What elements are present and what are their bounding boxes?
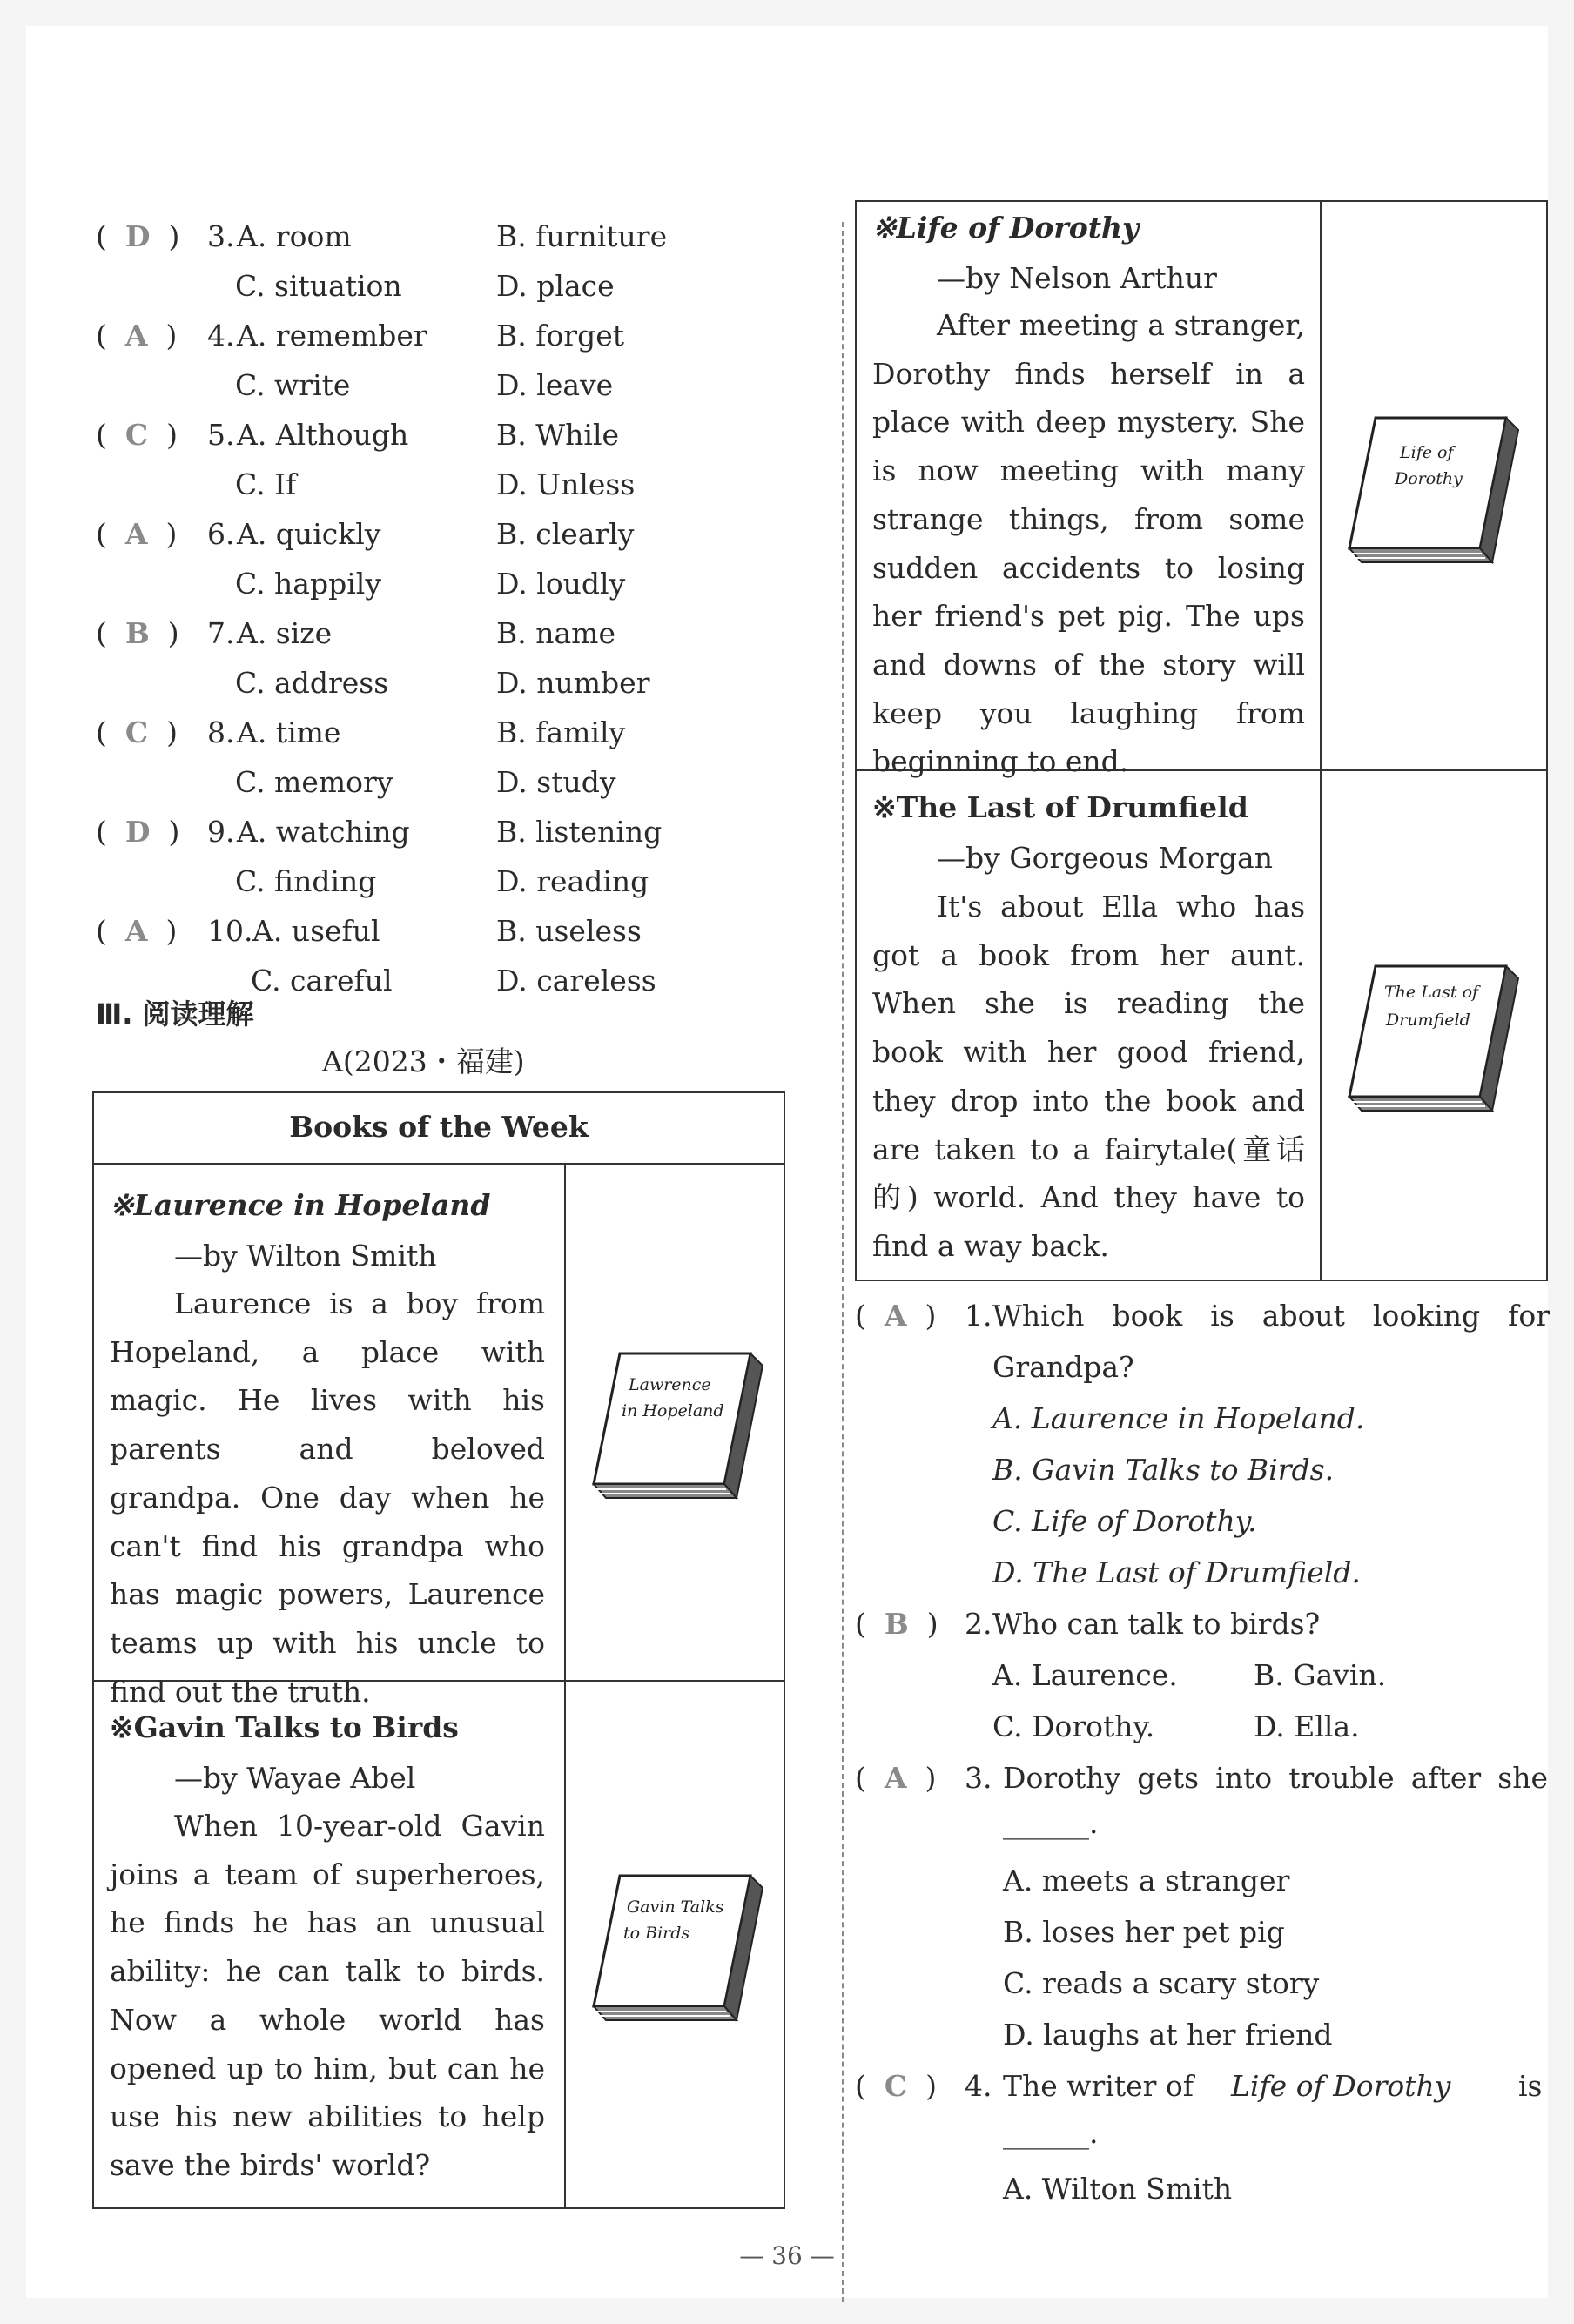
option-q1-d: D. The Last of Drumfield. <box>992 1555 1361 1589</box>
book-cover-dorothy-icon <box>1332 400 1532 601</box>
book-text-laurence: Laurence is a boy from Hopeland, a place with magic. He lives with his parents and beloved grandpa. One day when he can't find his grandpa who has magic powers, Laurence teams up with his uncle to find out the truth. <box>110 1286 545 1709</box>
cloze-number: 5. <box>207 418 235 452</box>
book-author-laurence: —by Wilton Smith <box>174 1239 437 1273</box>
section-title: Ⅲ. 阅读理解 <box>96 997 254 1031</box>
option-q1-a: A. Laurence in Hopeland. <box>992 1401 1365 1435</box>
cloze-option-c: C. situation <box>235 269 402 303</box>
cloze-answer: ( C ) <box>96 715 178 749</box>
book-title-dorothy: ※Life of Dorothy <box>872 211 1140 245</box>
book-cover-gavin-icon <box>576 1858 777 2059</box>
cloze-number: 7. <box>207 616 235 650</box>
question-blank-q3: ______. <box>1003 1806 1099 1840</box>
question-stem-q4-b: is <box>1518 2069 1543 2103</box>
cloze-option-d: D. Unless <box>496 467 636 501</box>
cloze-option-b: B. listening <box>496 815 663 849</box>
cover-text-1: The Last of <box>1384 983 1479 1002</box>
option-q1-c: C. Life of Dorothy. <box>992 1504 1257 1538</box>
cloze-option-d: D. number <box>496 666 650 700</box>
cloze-option-d: D. loudly <box>496 567 626 601</box>
cloze-option-c: C. happily <box>235 567 381 601</box>
answer-q1: ( A ) <box>855 1299 937 1333</box>
book-title-gavin: ※Gavin Talks to Birds <box>110 1710 459 1744</box>
cloze-answer: ( D ) <box>96 219 180 253</box>
question-number-q2: 2. <box>965 1607 992 1641</box>
book-text-dorothy: After meeting a stranger, Dorothy finds herself in a place with deep mystery. She is now meeting with many strange things, from some sudden accidents to losing her friend's pet pig. The ups and downs of the story will keep you laughing from beginning to end. <box>872 308 1305 779</box>
cloze-option-a: A. size <box>237 616 333 650</box>
cover-text-2: Dorothy <box>1395 469 1463 488</box>
question-stem-q3: Dorothy gets into trouble after she <box>1003 1761 1548 1795</box>
option-q3-d: D. laughs at her friend <box>1003 2018 1333 2052</box>
cloze-answer: ( D ) <box>96 815 180 849</box>
cloze-option-b: B. furniture <box>496 219 668 253</box>
question-number-q4: 4. <box>965 2069 992 2103</box>
page-number: — 36 — <box>739 2241 835 2270</box>
answer-q3: ( A ) <box>855 1761 937 1795</box>
question-stem-q1-cont: Grandpa? <box>992 1350 1134 1384</box>
book-author-dorothy: —by Nelson Arthur <box>937 261 1217 295</box>
cloze-option-a: A. watching <box>237 815 410 849</box>
cloze-option-b: B. useless <box>496 914 642 948</box>
cloze-option-b: B. clearly <box>496 517 635 551</box>
cloze-number: 3. <box>207 219 235 253</box>
option-q2-d: D. Ella. <box>1254 1709 1360 1743</box>
cloze-number: 8. <box>207 715 235 749</box>
book-title-drumfield: ※The Last of Drumfield <box>872 790 1248 824</box>
question-blank-q4: ______. <box>1003 2116 1099 2150</box>
option-q3-a: A. meets a stranger <box>1003 1864 1290 1897</box>
cloze-option-b: B. While <box>496 418 620 452</box>
column-separator <box>842 222 844 2302</box>
answer-q2: ( B ) <box>855 1607 938 1641</box>
book-cover-drumfield-icon <box>1332 949 1532 1149</box>
cloze-option-c: C. If <box>235 467 297 501</box>
book-cover-laurence-icon <box>576 1336 777 1536</box>
cloze-answer: ( A ) <box>96 914 178 948</box>
option-q3-b: B. loses her pet pig <box>1003 1915 1285 1949</box>
answer-q4: ( C ) <box>855 2069 937 2103</box>
cloze-answer: ( A ) <box>96 319 178 353</box>
cover-text-2: Drumfield <box>1386 1011 1470 1030</box>
question-stem-q2: Who can talk to birds? <box>992 1607 1321 1641</box>
cover-text-2: to Birds <box>623 1924 690 1943</box>
cloze-number: 4. <box>207 319 235 353</box>
cloze-option-d: D. place <box>496 269 615 303</box>
cloze-option-b: B. forget <box>496 319 625 353</box>
cloze-option-a: A. room <box>237 219 352 253</box>
book-text-gavin: When 10-year-old Gavin joins a team of superheroes, he finds he has an unusual ability: he can talk to birds. Now a whole world has opened up to him, but can he use his new abilities to help save the birds' world? <box>110 1809 545 2182</box>
cloze-option-c: C. write <box>235 368 351 402</box>
cover-text-2: in Hopeland <box>622 1401 724 1421</box>
cloze-option-c: C. address <box>235 666 389 700</box>
option-q4-a: A. Wilton Smith <box>1003 2172 1233 2206</box>
cloze-option-c: C. careful <box>251 964 393 997</box>
cover-text-1: Gavin Talks <box>627 1897 724 1917</box>
option-q2-b: B. Gavin. <box>1254 1658 1387 1692</box>
cloze-answer: ( B ) <box>96 616 179 650</box>
cloze-option-a: A. Although <box>237 418 409 452</box>
cloze-option-a: A. remember <box>237 319 427 353</box>
cover-text-1: Life of <box>1400 443 1454 462</box>
cover-text-1: Lawrence <box>629 1375 711 1394</box>
option-q3-c: C. reads a scary story <box>1003 1966 1320 2000</box>
cloze-answer: ( A ) <box>96 517 178 551</box>
book-text-drumfield: It's about Ella who has got a book from her aunt. When she is reading the book with her good friend, they drop into the book and are taken to a fairytale(童话的) world. And they have to find a way back. <box>872 890 1305 1263</box>
option-q2-a: A. Laurence. <box>992 1658 1178 1692</box>
cloze-option-a: A. quickly <box>237 517 381 551</box>
cloze-option-b: B. family <box>496 715 626 749</box>
option-q1-b: B. Gavin Talks to Birds. <box>992 1453 1335 1487</box>
book-title-laurence: ※Laurence in Hopeland <box>110 1188 491 1222</box>
question-number-q3: 3. <box>965 1761 992 1795</box>
cloze-option-d: D. reading <box>496 864 649 898</box>
cloze-option-d: D. leave <box>496 368 614 402</box>
table-title: Books of the Week <box>289 1110 589 1144</box>
cloze-number: 9. <box>207 815 235 849</box>
cloze-answer: ( C ) <box>96 418 178 452</box>
cloze-option-d: D. study <box>496 765 616 799</box>
book-author-drumfield: —by Gorgeous Morgan <box>937 841 1273 875</box>
cloze-number: 10. <box>207 914 253 948</box>
question-number-q1: 1. <box>965 1299 992 1333</box>
cloze-number: 6. <box>207 517 235 551</box>
page <box>26 26 1548 2298</box>
cloze-option-b: B. name <box>496 616 615 650</box>
passage-label: A(2023・福建) <box>322 1044 525 1078</box>
book-author-gavin: —by Wayae Abel <box>174 1761 416 1795</box>
cloze-option-a: A. time <box>237 715 341 749</box>
question-stem-q1: Which book is about looking for <box>992 1299 1550 1333</box>
cloze-option-d: D. careless <box>496 964 656 997</box>
question-stem-q4-a: The writer of <box>1003 2069 1194 2103</box>
cloze-option-a: A. useful <box>252 914 380 948</box>
question-stem-q4-title: Life of Dorothy <box>1231 2069 1451 2103</box>
option-q2-c: C. Dorothy. <box>992 1709 1155 1743</box>
cloze-option-c: C. memory <box>235 765 394 799</box>
cloze-option-c: C. finding <box>235 864 377 898</box>
